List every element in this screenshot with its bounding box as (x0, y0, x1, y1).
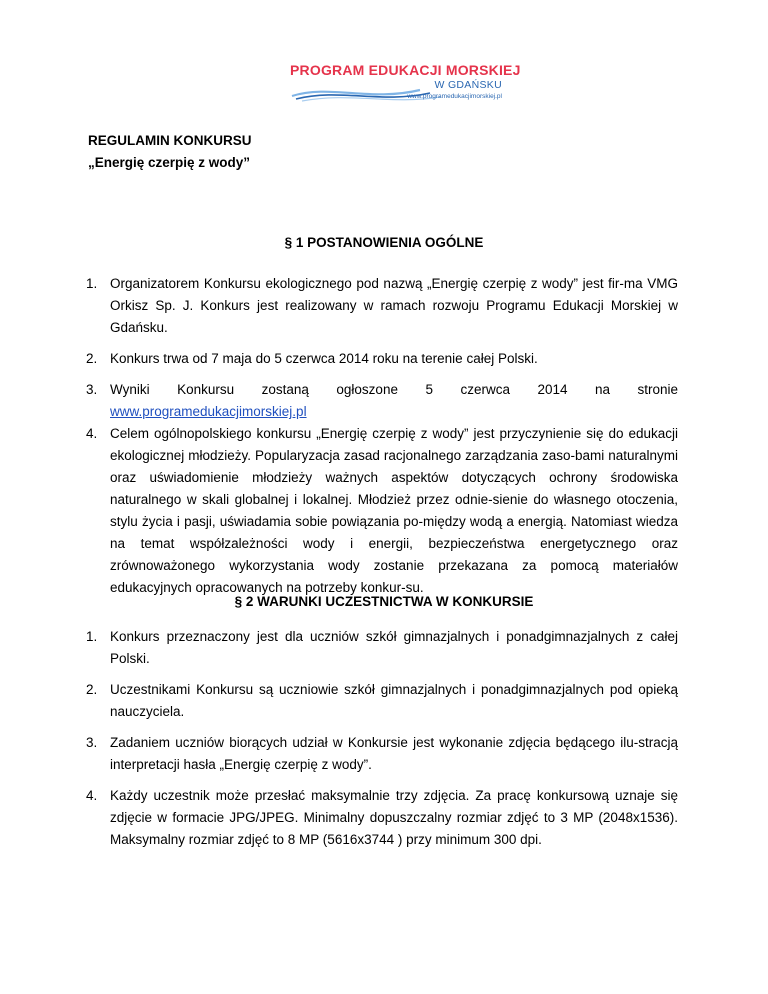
website-link[interactable]: www.programedukacjimorskiej.pl (110, 404, 307, 419)
title-line-1: REGULAMIN KONKURSU (88, 133, 252, 148)
logo-subtitle: W GDAŃSKU (434, 79, 502, 91)
list-item: 2. Konkurs trwa od 7 maja do 5 czerwca 2014 roku na terenie całej Polski. (86, 351, 538, 366)
section-2-list (86, 626, 678, 860)
section-1-heading: § 1 POSTANOWIENIA OGÓLNE (284, 235, 484, 250)
logo-url: www.programedukacjimorskiej.pl (407, 93, 502, 100)
list-item: 3. Wyniki Konkursu zostaną ogłoszone 5 czerwca 2014 na stronie www.programedukacjimorskiej.pl (86, 382, 678, 419)
section-1-list (86, 273, 678, 608)
list-item: 4. Każdy uczestnik może przesłać maksymalnie trzy zdjęcia. Za pracę konkursową uznaje się zdjęcie w formacie JPG/JPEG. Minimalny dopuszczalny rozmiar zdjęć to 3 MP (2048x1536). Maksymalny rozmiar zdjęć to 8 MP (5616x3744 ) przy minimum 300 dpi. (86, 788, 678, 847)
list-item: 1. Organizatorem Konkursu ekologicznego pod nazwą „Energię czerpię z wody” jest fir-ma VMG Orkisz Sp. J. Konkurs jest realizowany w ramach rozwoju Programu Edukacji Morskiej w Gdańsku. (86, 276, 678, 335)
section-2-heading: § 2 WARUNKI UCZESTNICTWA W KONKURSIE (234, 594, 534, 609)
list-item: 2. Uczestnikami Konkursu są uczniowie szkół gimnazjalnych i ponadgimnazjalnych pod opieką nauczyciela. (86, 682, 678, 719)
list-item: 1. Konkurs przeznaczony jest dla uczniów szkół gimnazjalnych i ponadgimnazjalnych z całej Polski. (86, 629, 678, 666)
list-item: 3. Zadaniem uczniów biorących udział w Konkursie jest wykonanie zdjęcia będącego ilu-stracją interpretacji hasła „Energię czerpię z wody”. (86, 735, 678, 772)
logo-title: PROGRAM EDUKACJI MORSKIEJ (290, 62, 521, 78)
title-line-2: „Energię czerpię z wody” (88, 155, 251, 170)
document-title (88, 130, 252, 174)
program-logo (290, 62, 521, 108)
list-item: 4. Celem ogólnopolskiego konkursu „Energię czerpię z wody” jest przyczynienie się do edukacji ekologicznej młodzieży. Popularyzacja zasad racjonalnego zarządzania zaso-bami naturalnymi oraz uświadomienie młodzieży ważnych aspektów dotyczących ochrony środowiska naturalnego w skali globalnej i lokalnej. Młodzież przez odnie-sienie do własnego otoczenia, stylu życia i pasji, uświadamia sobie powiązania po-między wodą a energią. Natomiast wiedza na temat współzależności wody i energii, bezpieczeństwa energetycznego oraz zrównoważonego wykorzystania wody zostanie przekazana za pomocą materiałów edukacyjnych opracowanych na potrzeby konkur-su. (86, 426, 678, 595)
